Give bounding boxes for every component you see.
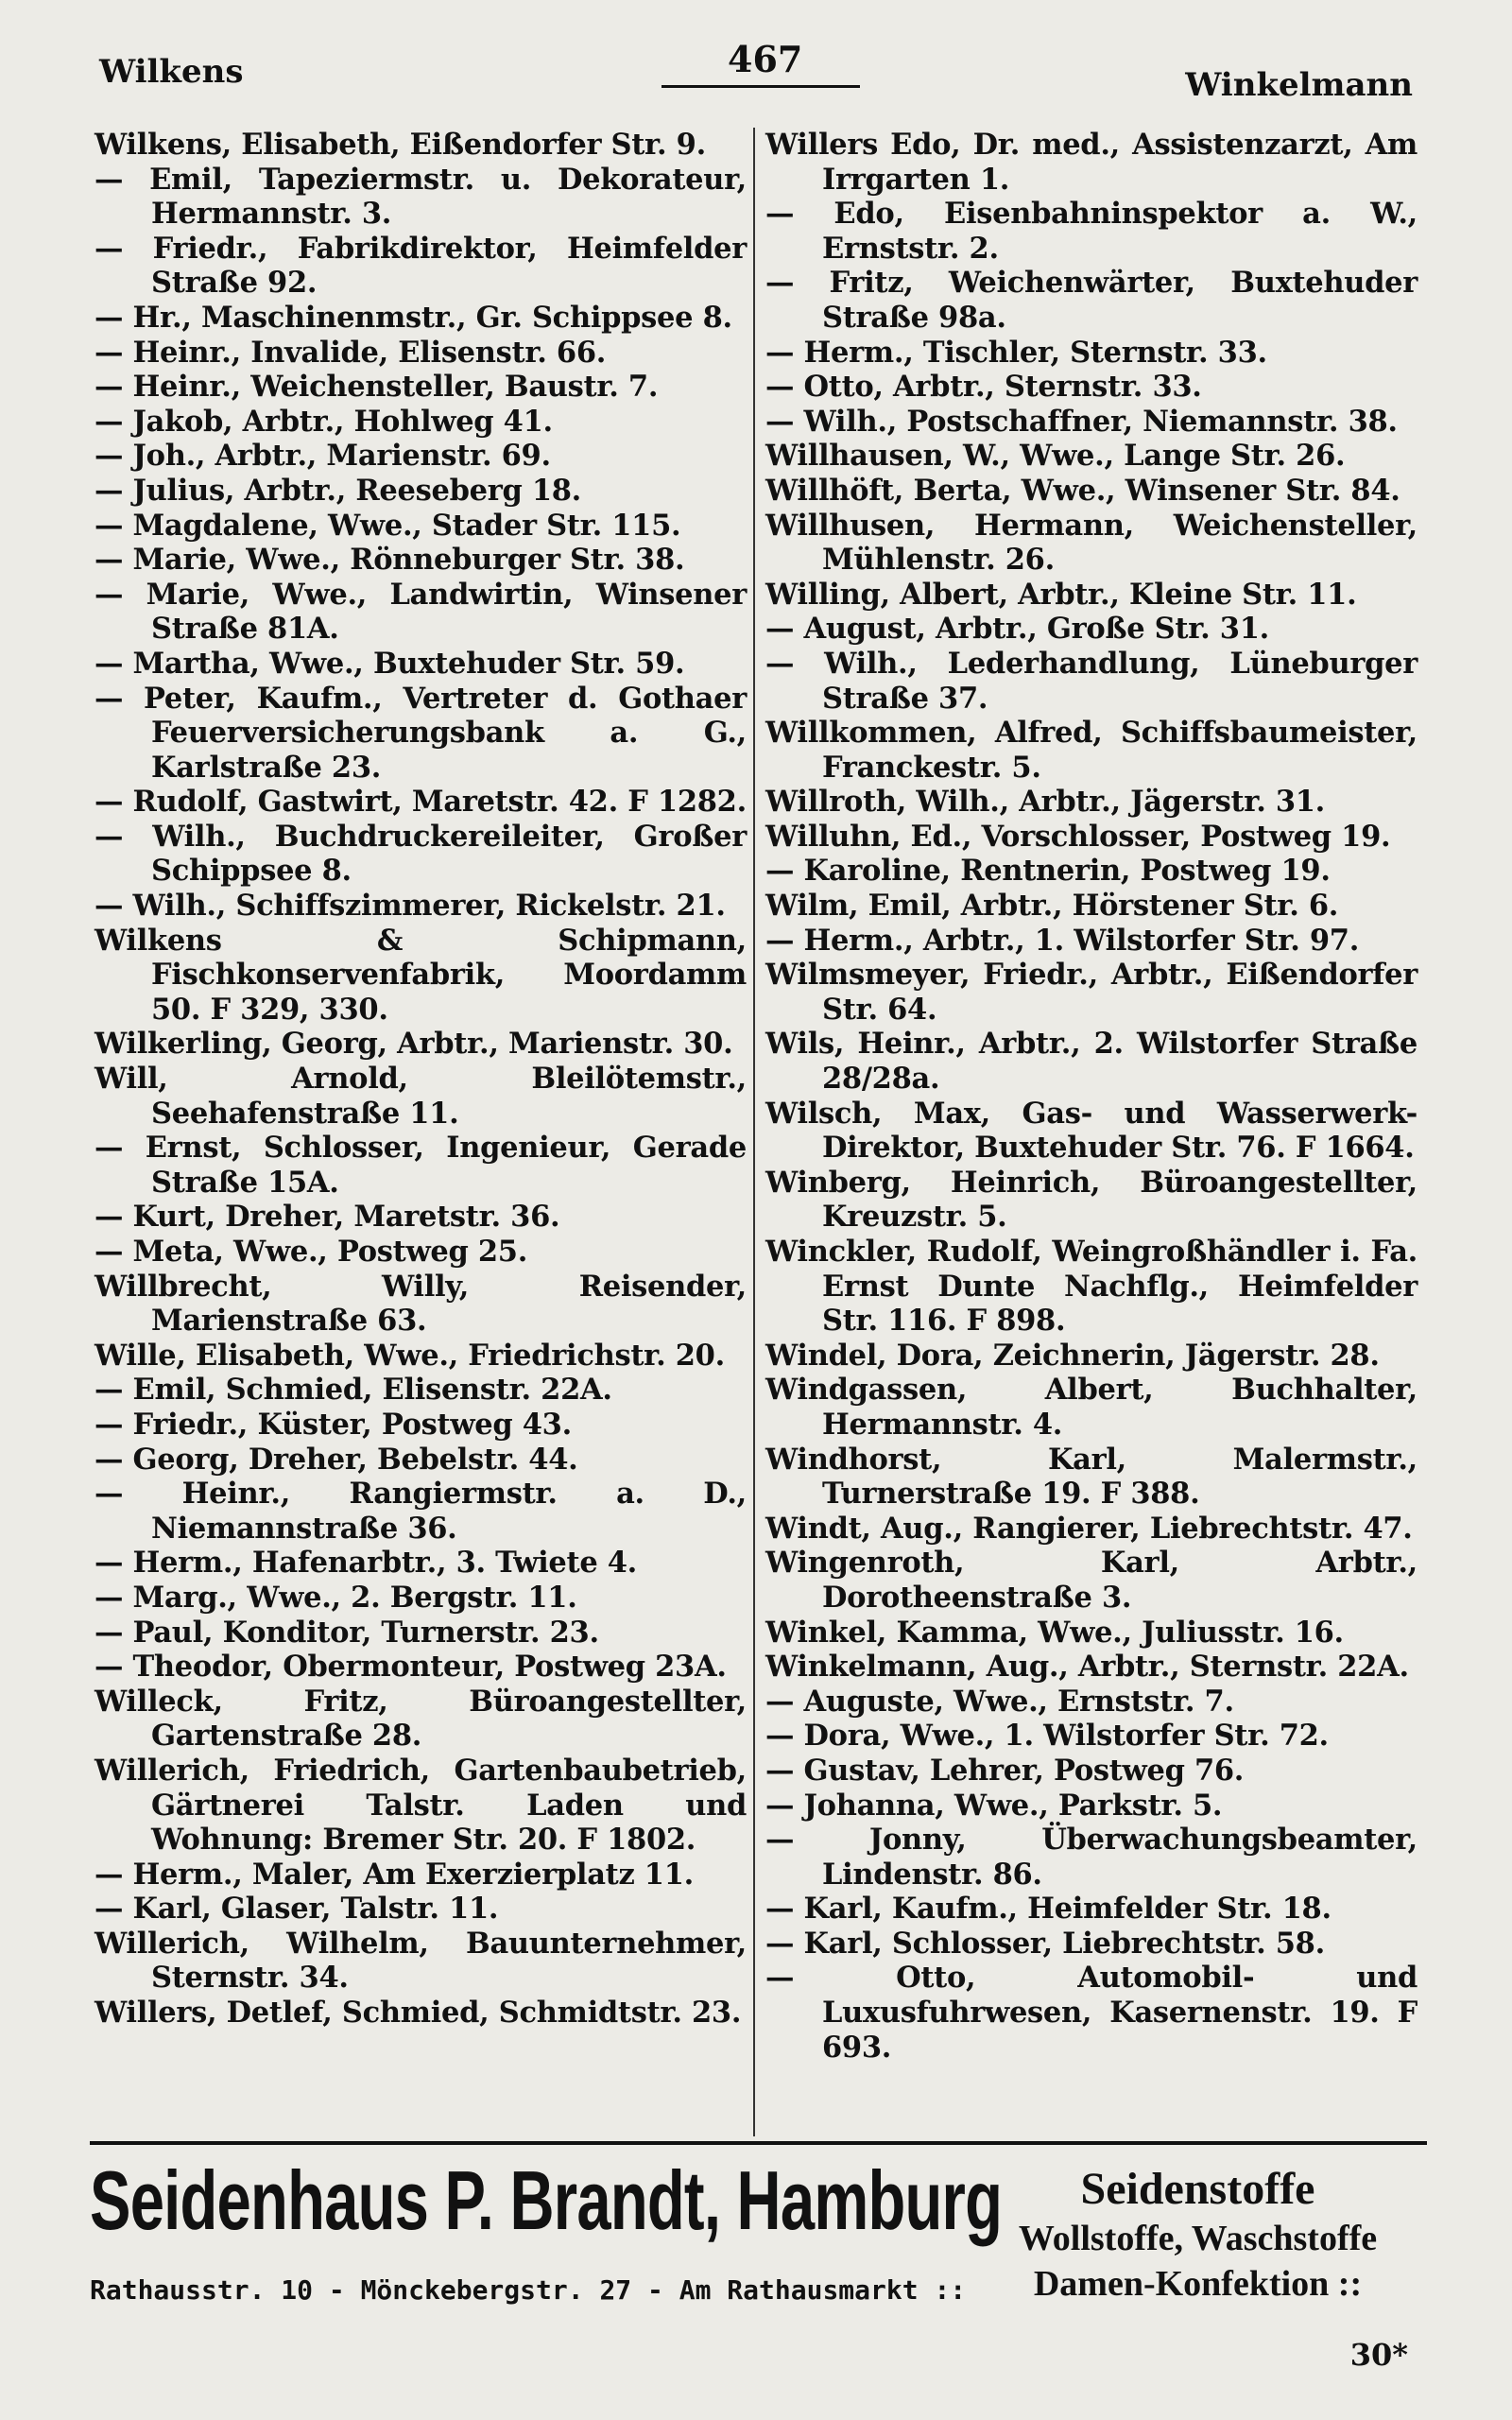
- directory-entry: Willbrecht, Willy, Reisender, Marienstraße 63.: [94, 1269, 747, 1339]
- ad-product-line-1: Seidenstoffe: [1080, 2164, 1315, 2214]
- directory-entry: Wilkens, Elisabeth, Eißendorfer Str. 9.: [94, 128, 706, 162]
- directory-entry: — Fritz, Weichenwärter, Buxtehuder Straße 98a.: [765, 266, 1418, 335]
- ad-brand: Seidenhaus P. Brandt, Hamburg: [90, 2153, 1003, 2247]
- directory-entry: Willeck, Fritz, Büroangestellter, Gartenstraße 28.: [94, 1684, 747, 1754]
- directory-entry: — Heinr., Rangiermstr. a. D., Niemannstraße 36.: [94, 1477, 747, 1546]
- directory-entry: — August, Arbtr., Große Str. 31.: [765, 612, 1269, 647]
- directory-entry: Wilsch, Max, Gas- und Wasserwerk-Direktor, Buxtehuder Str. 76. F 1664.: [765, 1096, 1418, 1166]
- directory-entry: Winberg, Heinrich, Büroangestellter, Kreuzstr. 5.: [765, 1165, 1418, 1235]
- left-column: [94, 128, 747, 2031]
- directory-entry: — Herm., Tischler, Sternstr. 33.: [765, 335, 1267, 370]
- directory-entry: — Paul, Konditor, Turnerstr. 23.: [94, 1615, 599, 1650]
- directory-entry: — Georg, Dreher, Bebelstr. 44.: [94, 1442, 578, 1477]
- directory-entry: Windhorst, Karl, Malermstr., Turnerstraße 19. F 388.: [765, 1442, 1418, 1512]
- directory-entry: — Emil, Schmied, Elisenstr. 22A.: [94, 1373, 612, 1408]
- directory-entry: Willuhn, Ed., Vorschlosser, Postweg 19.: [765, 819, 1391, 854]
- right-column: [765, 128, 1418, 2065]
- directory-entry: — Herm., Maler, Am Exerzierplatz 11.: [94, 1857, 694, 1892]
- directory-entry: — Friedr., Fabrikdirektor, Heimfelder Straße 92.: [94, 231, 747, 301]
- advertisement: [90, 2153, 1427, 2333]
- directory-entry: Windt, Aug., Rangierer, Liebrechtstr. 47.: [765, 1511, 1413, 1546]
- directory-entry: — Karl, Schlosser, Liebrechtstr. 58.: [765, 1926, 1325, 1961]
- directory-entry: — Gustav, Lehrer, Postweg 76.: [765, 1753, 1245, 1788]
- directory-entry: — Emil, Tapeziermstr. u. Dekorateur, Hermannstr. 3.: [94, 162, 747, 232]
- directory-entry: — Dora, Wwe., 1. Wilstorfer Str. 72.: [765, 1719, 1329, 1754]
- directory-entry: — Jonny, Überwachungsbeamter, Lindenstr. 86.: [765, 1823, 1418, 1892]
- directory-entry: — Herm., Arbtr., 1. Wilstorfer Str. 97.: [765, 923, 1360, 958]
- directory-entry: Wilm, Emil, Arbtr., Hörstener Str. 6.: [765, 889, 1339, 924]
- directory-entry: Winkelmann, Aug., Arbtr., Sternstr. 22A.: [765, 1650, 1409, 1685]
- directory-entry: — Rudolf, Gastwirt, Maretstr. 42. F 1282.: [94, 785, 747, 820]
- directory-entry: — Auguste, Wwe., Ernststr. 7.: [765, 1684, 1234, 1719]
- directory-entry: Willkommen, Alfred, Schiffsbaumeister, Franckestr. 5.: [765, 716, 1418, 785]
- directory-entry: — Wilh., Buchdruckereileiter, Großer Schippsee 8.: [94, 819, 747, 889]
- header-left-keyword: Wilkens: [99, 53, 244, 91]
- directory-entry: — Herm., Hafenarbtr., 3. Twiete 4.: [94, 1546, 637, 1581]
- directory-entry: — Marg., Wwe., 2. Bergstr. 11.: [94, 1580, 577, 1615]
- directory-entry: — Johanna, Wwe., Parkstr. 5.: [765, 1788, 1223, 1823]
- directory-entry: Willers, Detlef, Schmied, Schmidtstr. 23.: [94, 1996, 742, 2031]
- directory-entry: Winckler, Rudolf, Weingroßhändler i. Fa. Ernst Dunte Nachflg., Heimfelder Str. 116. F 898.: [765, 1235, 1418, 1339]
- directory-entry: — Theodor, Obermonteur, Postweg 23A.: [94, 1650, 727, 1685]
- advertisement-rule: [90, 2141, 1427, 2145]
- signature-mark: 30*: [1349, 2337, 1408, 2373]
- directory-entry: Willerich, Wilhelm, Bauunternehmer, Sternstr. 34.: [94, 1926, 747, 1996]
- directory-entry: Wilkerling, Georg, Arbtr., Marienstr. 30.: [94, 1027, 733, 1062]
- directory-entry: Wingenroth, Karl, Arbtr., Dorotheenstraße 3.: [765, 1546, 1418, 1615]
- directory-entry: — Karl, Kaufm., Heimfelder Str. 18.: [765, 1892, 1332, 1927]
- header-rule: [662, 85, 860, 88]
- directory-entry: — Heinr., Invalide, Elisenstr. 66.: [94, 335, 607, 370]
- directory-entry: — Martha, Wwe., Buxtehuder Str. 59.: [94, 646, 685, 681]
- directory-entry: — Julius, Arbtr., Reeseberg 18.: [94, 473, 581, 508]
- directory-entry: Wilkens & Schipmann, Fischkonservenfabrik, Moordamm 50. F 329, 330.: [94, 923, 747, 1027]
- header-right-keyword: Winkelmann: [1185, 66, 1413, 104]
- directory-entry: — Karl, Glaser, Talstr. 11.: [94, 1892, 499, 1927]
- directory-entry: — Friedr., Küster, Postweg 43.: [94, 1407, 572, 1442]
- directory-entry: Willhausen, W., Wwe., Lange Str. 26.: [765, 439, 1346, 474]
- directory-entry: — Hr., Maschinenmstr., Gr. Schippsee 8.: [94, 300, 732, 335]
- ad-product-line-3: Damen-Konfektion ::: [1033, 2264, 1363, 2304]
- directory-entry: — Edo, Eisenbahninspektor a. W., Ernststr. 2.: [765, 197, 1418, 266]
- directory-entry: — Joh., Arbtr., Marienstr. 69.: [94, 439, 551, 474]
- directory-entry: Willing, Albert, Arbtr., Kleine Str. 11.: [765, 577, 1357, 612]
- directory-entry: — Heinr., Weichensteller, Baustr. 7.: [94, 370, 659, 405]
- directory-entry: Willhusen, Hermann, Weichensteller, Mühlenstr. 26.: [765, 508, 1418, 578]
- directory-entry: — Peter, Kaufm., Vertreter d. Gothaer Feuerversicherungsbank a. G., Karlstraße 23.: [94, 681, 747, 785]
- directory-entry: Will, Arnold, Bleilötemstr., Seehafenstraße 11.: [94, 1062, 747, 1131]
- directory-entry: — Wilh., Lederhandlung, Lüneburger Straße 37.: [765, 646, 1418, 716]
- directory-entry: — Jakob, Arbtr., Hohlweg 41.: [94, 404, 553, 439]
- directory-entry: Wille, Elisabeth, Wwe., Friedrichstr. 20.: [94, 1338, 725, 1373]
- directory-entry: — Marie, Wwe., Rönneburger Str. 38.: [94, 543, 685, 578]
- directory-entry: — Wilh., Postschaffner, Niemannstr. 38.: [765, 404, 1398, 439]
- directory-entry: Willhöft, Berta, Wwe., Winsener Str. 84.: [765, 473, 1400, 508]
- directory-entry: — Meta, Wwe., Postweg 25.: [94, 1235, 528, 1269]
- directory-entry: — Ernst, Schlosser, Ingenieur, Gerade Straße 15A.: [94, 1131, 747, 1200]
- directory-entry: Windel, Dora, Zeichnerin, Jägerstr. 28.: [765, 1338, 1380, 1373]
- directory-entry: Winkel, Kamma, Wwe., Juliusstr. 16.: [765, 1615, 1344, 1650]
- directory-entry: Willerich, Friedrich, Gartenbaubetrieb, Gärtnerei Talstr. Laden und Wohnung: Bremer Str. 20. F 1802.: [94, 1753, 747, 1858]
- directory-entry: Wils, Heinr., Arbtr., 2. Wilstorfer Straße 28/28a.: [765, 1027, 1418, 1097]
- directory-entry: — Kurt, Dreher, Maretstr. 36.: [94, 1200, 560, 1235]
- directory-entry: — Otto, Arbtr., Sternstr. 33.: [765, 370, 1202, 405]
- directory-entry: Windgassen, Albert, Buchhalter, Hermannstr. 4.: [765, 1373, 1418, 1442]
- page-number: 467: [728, 38, 803, 80]
- directory-entry: — Wilh., Schiffszimmerer, Rickelstr. 21.: [94, 889, 726, 924]
- ad-products: [969, 2163, 1427, 2307]
- directory-entry: Willers Edo, Dr. med., Assistenzarzt, Am Irrgarten 1.: [765, 128, 1418, 197]
- directory-entry: — Otto, Automobil- und Luxusfuhrwesen, Kasernenstr. 19. F 693.: [765, 1961, 1418, 2065]
- directory-entry: — Magdalene, Wwe., Stader Str. 115.: [94, 508, 681, 543]
- directory-entry: Wilmsmeyer, Friedr., Arbtr., Eißendorfer Str. 64.: [765, 958, 1418, 1027]
- ad-product-line-2: Wollstoffe, Waschstoffe: [1018, 2219, 1378, 2258]
- directory-entry: Willroth, Wilh., Arbtr., Jägerstr. 31.: [765, 785, 1326, 820]
- directory-entry: — Karoline, Rentnerin, Postweg 19.: [765, 854, 1331, 889]
- directory-entry: — Marie, Wwe., Landwirtin, Winsener Straße 81A.: [94, 577, 747, 647]
- ad-address: Rathausstr. 10 - Mönckebergstr. 27 - Am Rathausmarkt ::: [90, 2274, 967, 2306]
- column-divider: [753, 128, 755, 2136]
